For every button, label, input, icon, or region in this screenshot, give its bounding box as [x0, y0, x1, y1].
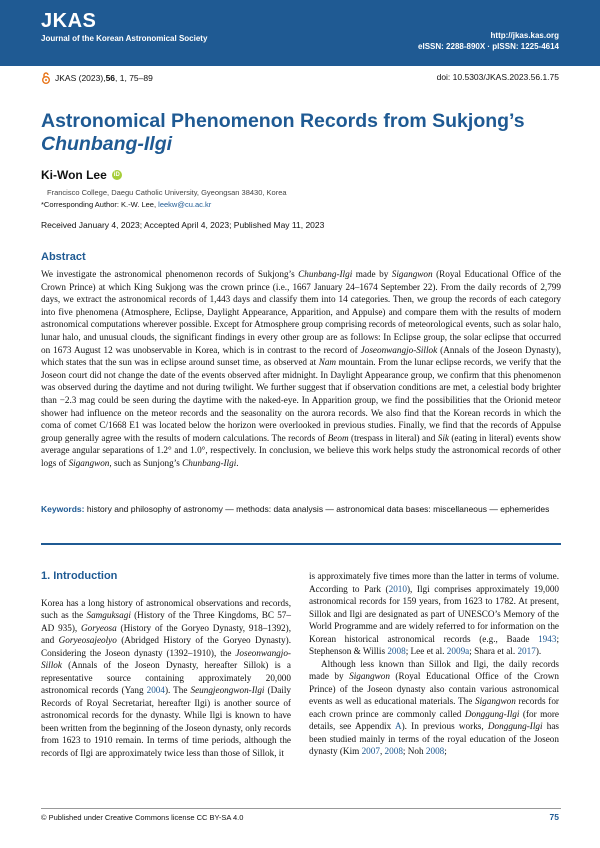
citation-rest: , 1, 75–89 — [115, 73, 153, 83]
abstract-text: We investigate the astronomical phenomenon records of Sukjong’s Chunbang-Ilgi made by Sigangwon (Royal Educational Office of the Crown Prince) at which King Sukjong was the crown prince (i.e., 1667 January 24–1674 September 22). From the daily records of 2,799 days, we extract the astronomical records of 1,443 days and classify them into 14 categories. Then, we group the records of each category into five phenomena (Atmosphere, Eclipse, Daylight Appearance, Apparition, and Appulse) and compare them with the results of modern astronomical computations wherever possible. Except for Atmosphere group comprising records of meteorological events, such as solar halo, lunar halo, and unusual clouds, the significant findings in every other group are as follows: In Eclipse group, the solar eclipse that occurred on 1673 August 12 was unobservable in Korea, which is in contrast to the record of Joseonwangjo-Sillok (Annals of the Joseon Dynasty), which states that the sun was in eclipse around sunset time, as observed at Nam mountain. From the lunar eclipse records, we verify that the Joseon court did not change the date of the events observed after midnight. In Daylight Appearance group, we confirm that this phenomenon was observed during the daytime and not during twilight. We further suggest that if observation conditions are met, a celestial body brighter than −2.3 mag could be seen during the daytime with the naked-eye. In Apparition group, we find the possibilities that the Orionid meteor shower had influence on the meteor records and the seasonality on the aurora records. We also find that the Korean records in which the coma of comet C/1668 E1 was located below the horizon were overlooked in previous studies. Finally, we find that the records of Appulse group generally agree with the results of modern calculations. The records of Beom (trespass in literal) and Sik (eating in literal) events show average angular separations of 1.2° and 1.0°, respectively. In conclusion, we believe this work helps study the astronomical records of other logs of Sigangwon, such as Sunjong’s Chunbang-Ilgi. — [41, 269, 562, 468]
corresponding-author — [41, 200, 211, 209]
citation-link[interactable]: 2008 — [387, 646, 406, 656]
corr-prefix: *Corresponding Author: K.-W. Lee, — [41, 200, 159, 209]
citation-link[interactable]: 2008 — [384, 746, 403, 756]
citation-link[interactable]: 1943 — [538, 633, 557, 644]
journal-issn: eISSN: 2288-890X · pISSN: 1225-4614 — [418, 42, 559, 51]
column-left — [41, 570, 291, 759]
citation-link[interactable]: 2007 — [361, 746, 380, 756]
column-right — [309, 570, 559, 758]
intro-paragraph-1-cont: is approximately five times more than the latter in terms of volume. According to Park (2010), Ilgi comprises approximately 19,000 astronomical records for 159 years, from 1623 to 1782. At present, Sillok and Ilgi are designated as part of UNESCO’s Memory of the World Programme and are widely referred to for information on the Korean historical astronomical records (e.g., Baade 1943; Stephenson & Willis 2008; Lee et al. 2009a; Shara et al. 2017). — [309, 571, 560, 656]
publication-dates: Received January 4, 2023; Accepted April 4, 2023; Published May 11, 2023 — [41, 220, 325, 230]
paper-title — [41, 110, 561, 156]
affiliation: Francisco College, Daegu Catholic University, Gyeongsan 38430, Korea — [47, 188, 287, 197]
citation-link[interactable]: 2010 — [388, 583, 407, 594]
citation-link[interactable]: 2017 — [517, 646, 536, 656]
open-access-icon — [41, 72, 51, 84]
section-divider — [41, 543, 561, 545]
keywords-label: Keywords: — [41, 504, 85, 514]
citation-prefix: JKAS (2023), — [55, 73, 106, 83]
intro-paragraph-1: Korea has a long history of astronomical observations and records, such as the Samguksagi (History of the Three Kingdoms, BC 57–AD 935), Goryeosa (History of the Goryeo Dynasty, 918–1392), and Goryeosajeolyo (Abridged History of the Goryeo Dynasty). Considering the Joseon dynasty (1392–1910), the Joseonwangjo-Sillok (Annals of the Joseon Dynasty, hereafter Sillok) is a representative source containing approximately 20,000 astronomical records (Yang 2004). The Seungjeongwon-Ilgi (Daily Records of Royal Secretariat, hereafter Ilgi) is another source of astronomical records for the dynasty. While Ilgi is known to have been written from the beginning of the Joseon dynasty, only records from 1623 to 1910 remain. In terms of time periods, although the records of Ilgi are approximately twice less than those of Sillok, it — [41, 597, 291, 758]
page-number: 75 — [549, 812, 559, 822]
keywords — [41, 503, 561, 515]
citation-link[interactable]: 2009a — [446, 646, 470, 656]
citation-line — [41, 72, 153, 84]
citation-link[interactable]: 2004 — [146, 685, 165, 695]
doi[interactable]: doi: 10.5303/JKAS.2023.56.1.75 — [436, 72, 559, 82]
footer-divider — [41, 808, 561, 809]
journal-abbreviation: JKAS — [41, 10, 97, 32]
journal-url[interactable]: http://jkas.kas.org — [490, 31, 559, 40]
citation-volume: 56 — [105, 73, 116, 83]
citation-link[interactable]: 2008 — [425, 746, 445, 756]
journal-banner — [0, 0, 600, 66]
appendix-link[interactable]: A — [394, 721, 402, 731]
author — [41, 168, 122, 182]
title-line-2: Chunbang-Ilgi — [41, 133, 173, 155]
author-email[interactable]: leekw@cu.ac.kr — [158, 200, 212, 209]
abstract-heading: Abstract — [41, 251, 86, 263]
journal-full-name: Journal of the Korean Astronomical Society — [41, 34, 208, 43]
intro-paragraph-2: Although less known than Sillok and Ilgi, the daily records made by Sigangwon (Royal Educational Office of the Crown Prince) of the Joseon dynasty also contain various astronomical events as well as educational materials. The Sigangwon records for each crown prince are commonly called Donggung-Ilgi (for more details, see Appendix A). In previous works, Donggung-Ilgi has been studied mainly in terms of the royal education of the Joseon dynasty (Kim 2007, 2008; Noh 2008; — [309, 658, 560, 756]
author-name: Ki-Won Lee — [41, 168, 107, 182]
keywords-text: history and philosophy of astronomy — methods: data analysis — astronomical data bases: miscellaneous — ephemerides — [84, 504, 550, 514]
orcid-icon[interactable]: iD — [113, 172, 120, 178]
license-note: © Published under Creative Commons license CC BY-SA 4.0 — [41, 813, 244, 822]
title-line-1: Astronomical Phenomenon Records from Sukjong’s — [41, 110, 525, 132]
intro-heading: 1. Introduction — [41, 570, 118, 582]
